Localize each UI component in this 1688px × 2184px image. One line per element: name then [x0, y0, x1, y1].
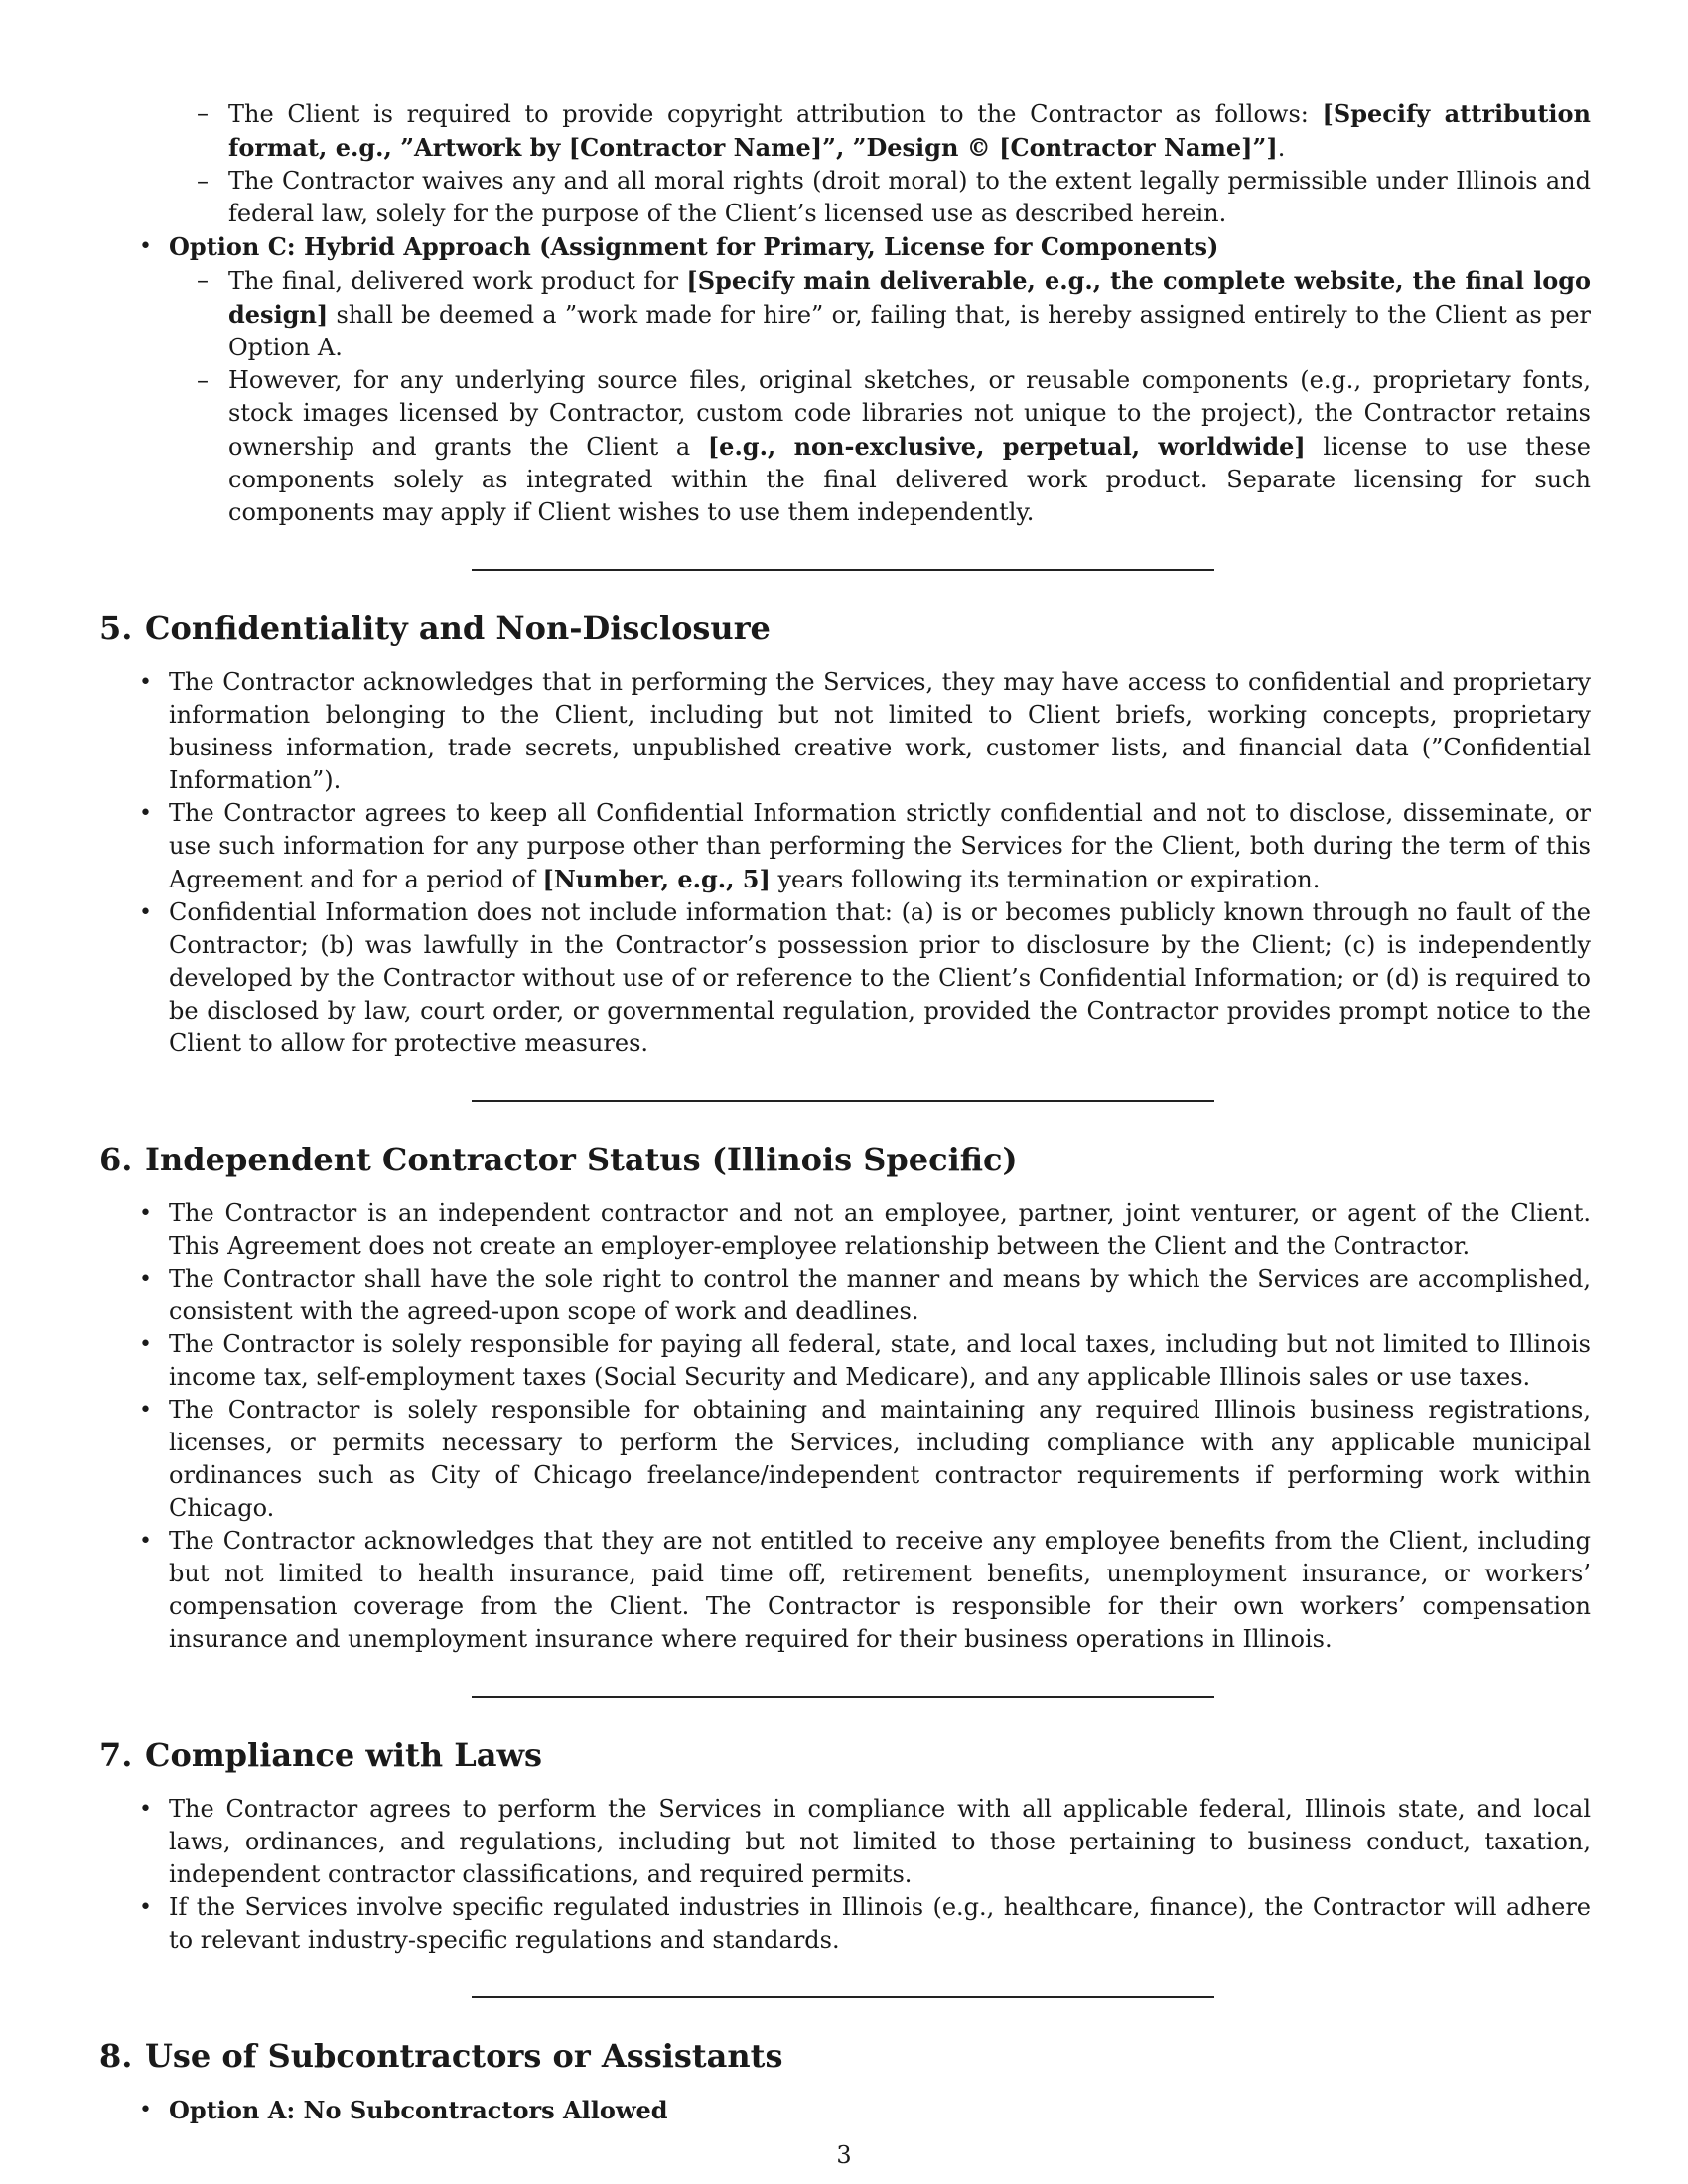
option-c-list	[99, 230, 1591, 264]
list-item: • The Contractor shall have the sole right to control the manner and means by which the Services are accomplished, consistent with the agreed-upon scope of work and deadlines.	[99, 1263, 1591, 1328]
list-item: • If the Services involve specific regulated industries in Illinois (e.g., healthcare, finance), the Contractor will adhere to relevant industry-specific regulations and standards.	[99, 1891, 1591, 1957]
list-item: • Confidential Information does not include information that: (a) is or becomes publicly known through no fault of the Contractor; (b) was lawfully in the Contractor’s possession prior to disclosure by the Client; (c) is independently developed by the Contractor without use of or reference to the Client’s Confidential Information; or (d) is required to be disclosed by law, court order, or governmental regulation, provided the Contractor provides prompt notice to the Client to allow for protective measures.	[99, 896, 1591, 1060]
section-divider	[472, 1996, 1214, 1998]
list-item: – The Contractor waives any and all moral rights (droit moral) to the extent legally permissible under Illinois and federal law, solely for the purpose of the Client’s licensed use as described herein.	[228, 165, 1591, 230]
section-7-list	[99, 1793, 1591, 1957]
list-item: • The Contractor is an independent contractor and not an employee, partner, joint venturer, or agent of the Client. This Agreement does not create an employer-employee relationship between the Client and the Contractor.	[99, 1197, 1591, 1263]
list-item: • The Contractor is solely responsible for paying all federal, state, and local taxes, including but not limited to Illinois income tax, self-employment taxes (Social Security and Medicare), and any applicable Illinois sales or use taxes.	[99, 1328, 1591, 1394]
section-6-heading: 6. Independent Contractor Status (Illinois Specific)	[99, 1141, 1018, 1178]
section-5-list	[99, 666, 1591, 1060]
section-6-list	[99, 1197, 1591, 1656]
section-8-heading: 8. Use of Subcontractors or Assistants	[99, 2037, 783, 2075]
list-item: – The Client is required to provide copyright attribution to the Contractor as follows: [Specify attribution format, e.g., ”Artwork by [Contractor Name]”, ”Design © [Contractor Name]”].	[228, 97, 1591, 165]
list-item: – However, for any underlying source files, original sketches, or reusable components (e.g., proprietary fonts, stock images licensed by Contractor, custom code libraries not unique to the project), the Contractor retains ownership and grants the Client a [e.g., non-exclusive, perpetual, worldwide] license to use these components solely as integrated within the final delivered work product. Separate licensing for such components may apply if Client wishes to use them independently.	[228, 364, 1591, 529]
list-item: • The Contractor agrees to perform the Services in compliance with all applicable federal, Illinois state, and local laws, ordinances, and regulations, including but not limited to those pertaining to business conduct, taxation, independent contractor classifications, and required permits.	[99, 1793, 1591, 1891]
option-c-sublist	[228, 264, 1591, 529]
attribution-sublist	[228, 97, 1591, 230]
section-5-heading: 5. Confidentiality and Non-Disclosure	[99, 610, 771, 647]
section-divider	[472, 1696, 1214, 1698]
section-7-heading: 7. Compliance with Laws	[99, 1736, 543, 1774]
page-number: 3	[836, 2141, 852, 2169]
section-8-list	[99, 2094, 1591, 2127]
section-divider	[472, 1100, 1214, 1102]
option-c-item	[99, 230, 1591, 264]
list-item: • The Contractor is solely responsible for obtaining and maintaining any required Illinois business registrations, licenses, or permits necessary to perform the Services, including compliance with any applicable municipal ordinances such as City of Chicago freelance/independent contractor requirements if performing work within Chicago.	[99, 1394, 1591, 1525]
list-item: • The Contractor agrees to keep all Confidential Information strictly confidential and not to disclose, disseminate, or use such information for any purpose other than performing the Services for the Client, both during the term of this Agreement and for a period of [Number, e.g., 5] years following its termination or expiration.	[99, 797, 1591, 896]
list-item: • The Contractor acknowledges that in performing the Services, they may have access to confidential and proprietary information belonging to the Client, including but not limited to Client briefs, working concepts, proprietary business information, trade secrets, unpublished creative work, customer lists, and financial data (”Confidential Information”).	[99, 666, 1591, 797]
section-divider	[472, 569, 1214, 571]
list-item: • The Contractor acknowledges that they are not entitled to receive any employee benefits from the Client, including but not limited to health insurance, paid time off, retirement benefits, unemployment insurance, or workers’ compensation coverage from the Client. The Contractor is responsible for their own workers’ compensation insurance and unemployment insurance where required for their business operations in Illinois.	[99, 1525, 1591, 1656]
page-content	[99, 97, 1591, 2127]
list-item: – The final, delivered work product for [Specify main deliverable, e.g., the complete website, the final logo design] shall be deemed a ”work made for hire” or, failing that, is hereby assigned entirely to the Client as per Option A.	[228, 264, 1591, 364]
option-c-title: Option C: Hybrid Approach (Assignment for Primary, License for Components)	[169, 232, 1219, 261]
list-item: • Option A: No Subcontractors Allowed	[99, 2094, 1591, 2127]
